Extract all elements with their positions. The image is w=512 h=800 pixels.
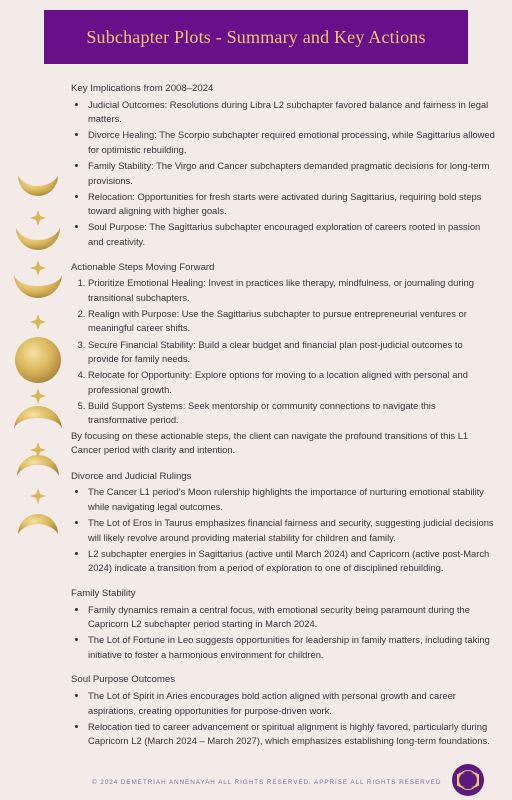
closing-paragraph: By focusing on these actionable steps, the client can navigate the profound transitions of this L1 Cancer period with clarity and intention. <box>71 429 469 456</box>
section-soul-purpose <box>71 673 495 748</box>
section-title: Actionable Steps Moving Forward <box>71 261 215 273</box>
section-title: Divorce and Judicial Rulings <box>71 470 192 482</box>
family-list <box>71 603 495 663</box>
main-content <box>71 82 495 750</box>
list-item: • The Lot of Spirit in Aries encourages bold action aligned with personal growth and career aspirations, creating opportunities for purpose-driven work. <box>88 689 495 718</box>
list-item: 1. Prioritize Emotional Healing: Invest in practices like therapy, mindfulness, or journaling during transitional subchapters. <box>88 276 495 305</box>
moon-phases-icon <box>10 172 66 552</box>
list-item: • The Lot of Eros in Taurus emphasizes financial fairness and security, suggesting judicial decisions will likely revolve around providing material stability for children and family. <box>88 516 495 545</box>
soul-list <box>71 689 495 749</box>
list-item: 3. Secure Financial Stability: Build a clear budget and financial plan post-judicial outcomes to provide for family needs. <box>88 338 495 367</box>
list-item: • Family Stability: The Virgo and Cancer subchapters demanded pragmatic decisions for long-term provisions. <box>88 159 495 188</box>
list-item: • Judicial Outcomes: Resolutions during Libra L2 subchapter favored balance and fairness in legal matters. <box>88 98 495 127</box>
list-item: 2. Realign with Purpose: Use the Sagittarius subchapter to pursue entrepreneurial ventures or meaningful career shifts. <box>88 307 495 336</box>
header-banner <box>44 10 468 64</box>
divorce-list <box>71 485 495 576</box>
list-item: 4. Relocate for Opportunity: Explore options for moving to a location aligned with personal and professional growth. <box>88 368 495 397</box>
copyright-footer: © 2024 DEMETRIAH ANNENAYAH ALL RIGHTS RESERVED. APPRISE ALL RIGHTS RESERVED <box>92 779 442 786</box>
list-item: 5. Build Support Systems: Seek mentorship or community connections to navigate this transformative period. <box>88 399 495 428</box>
list-item: • Relocation: Opportunities for fresh starts were activated during Sagittarius, requiring bold steps toward aligning with higher goals. <box>88 190 495 219</box>
list-item: • Family dynamics remain a central focus, with emotional security being paramount during the Capricorn L2 subchapter period starting in March 2024. <box>88 603 495 632</box>
list-item: • The Lot of Fortune in Leo suggests opportunities for leadership in family matters, including taking initiative to foster a harmonious environment for children. <box>88 633 495 662</box>
section-title: Soul Purpose Outcomes <box>71 674 175 686</box>
section-divorce-judicial <box>71 470 495 576</box>
list-item: • L2 subchapter energies in Sagittarius (active until March 2024) and Capricorn (active post-March 2024) indicate a transition from a period of exploration to one of disciplined rebuilding. <box>88 547 495 576</box>
page-title: Subchapter Plots - Summary and Key Actions <box>86 26 426 47</box>
list-item: • The Cancer L1 period’s Moon rulership highlights the importance of nurturing emotional stability while navigating legal outcomes. <box>88 485 495 514</box>
list-item: • Divorce Healing: The Scorpio subchapter required emotional processing, while Sagittarius allowed for optimistic rebuilding. <box>88 128 495 157</box>
moon-logo-icon <box>452 764 484 796</box>
implications-list <box>71 98 495 250</box>
list-item: • Soul Purpose: The Sagittarius subchapter encouraged exploration of careers rooted in passion and creativity. <box>88 220 495 249</box>
section-key-implications <box>71 82 495 250</box>
section-actionable-steps <box>71 261 495 458</box>
section-family-stability <box>71 587 495 662</box>
list-item: • Relocation tied to career advancement or spiritual alignment is highly favored, particularly during Capricorn L2 (March 2024 – March 2027), which emphasizes establishing long-term foundations. <box>88 720 495 749</box>
section-title: Key Implications from 2008–2024 <box>71 83 214 94</box>
section-title: Family Stability <box>71 587 136 599</box>
actionable-list <box>71 276 495 428</box>
